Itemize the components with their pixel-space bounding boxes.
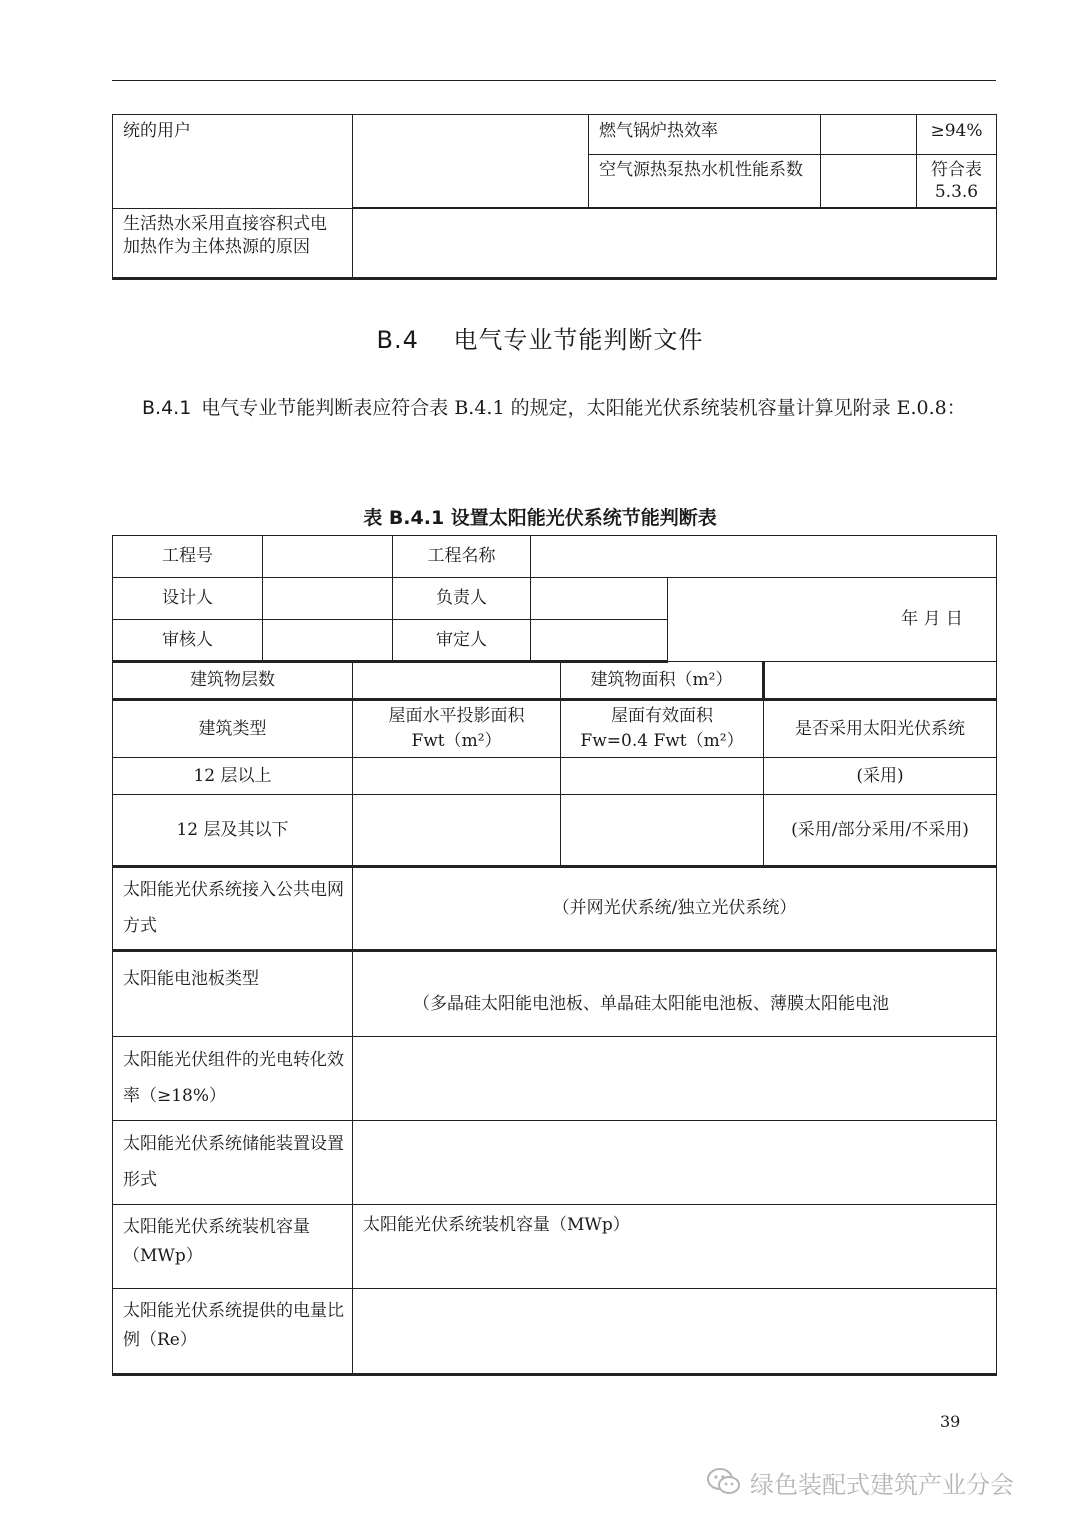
below12-adopt: (采用/部分采用/不采用) <box>764 795 997 867</box>
roof-projection-formula: Fwt（m²） <box>411 731 502 751</box>
project-no-value <box>263 536 393 578</box>
capacity-value: 太阳能光伏系统装机容量（MWp） <box>353 1205 997 1289</box>
roof-effective-header <box>561 700 764 758</box>
section-title <box>0 320 1080 355</box>
project-no-label: 工程号 <box>113 536 263 578</box>
project-name-value <box>531 536 997 578</box>
floors-label: 建筑物层数 <box>113 662 353 700</box>
efficiency-label: 太阳能光伏组件的光电转化效率（≥18%） <box>113 1037 353 1121</box>
designer-value <box>263 578 393 620</box>
reviewer-label: 审核人 <box>113 620 263 662</box>
panel-type-label: 太阳能电池板类型 <box>113 951 353 1037</box>
electric-reason-label: 生活热水采用直接容积式电加热作为主体热源的原因 <box>113 208 353 278</box>
boiler-value: ≥94% <box>917 115 997 155</box>
section-heading: 电气专业节能判断文件 <box>453 326 704 354</box>
above12-label: 12 层以上 <box>113 758 353 795</box>
below12-label: 12 层及其以下 <box>113 795 353 867</box>
wechat-icon <box>706 1467 742 1497</box>
storage-value <box>353 1121 997 1205</box>
approver-label: 审定人 <box>393 620 531 662</box>
adopt-pv-header: 是否采用太阳光伏系统 <box>764 700 997 758</box>
project-name-label: 工程名称 <box>393 536 531 578</box>
roof-effective-formula: Fw=0.4 Fwt（m²） <box>580 731 744 751</box>
section-number: B.4 <box>376 326 419 354</box>
clause-paragraph <box>142 386 972 430</box>
clause-text: 电气专业节能判断表应符合表 B.4.1 的规定，太阳能光伏系统装机容量计算见附录 E.0.8： <box>201 397 966 419</box>
heatpump-input <box>821 155 917 209</box>
cell-empty <box>353 115 589 209</box>
area-label: 建筑物面积（m²） <box>561 662 764 700</box>
roof-projection-header <box>353 700 561 758</box>
date-cell: 年 月 日 <box>668 578 997 662</box>
floors-value <box>353 662 561 700</box>
electric-reason-value <box>353 208 997 278</box>
heatpump-value: 符合表5.3.6 <box>917 155 997 209</box>
designer-label: 设计人 <box>113 578 263 620</box>
table-title: 表 B.4.1 设置太阳能光伏系统节能判断表 <box>363 507 717 529</box>
ratio-label: 太阳能光伏系统提供的电量比例（Re） <box>113 1289 353 1375</box>
above12-adopt: (采用) <box>764 758 997 795</box>
roof-effective-title: 屋面有效面积 <box>611 706 713 727</box>
page-number: 39 <box>940 1412 961 1431</box>
heatpump-label: 空气源热泵热水机性能系数 <box>589 155 821 209</box>
approver-value <box>531 620 668 662</box>
area-value <box>764 662 997 700</box>
clause-number: B.4.1 <box>142 397 192 419</box>
building-type-header: 建筑类型 <box>113 700 353 758</box>
below12-proj <box>353 795 561 867</box>
boiler-input <box>821 115 917 155</box>
responsible-value <box>531 578 668 620</box>
grid-access-label: 太阳能光伏系统接入公共电网方式 <box>113 867 353 951</box>
capacity-label: 太阳能光伏系统装机容量（MWp） <box>113 1205 353 1289</box>
above12-proj <box>353 758 561 795</box>
reviewer-value <box>263 620 393 662</box>
pv-judgment-table <box>112 535 997 1376</box>
storage-label: 太阳能光伏系统储能装置设置形式 <box>113 1121 353 1205</box>
grid-access-value: （并网光伏系统/独立光伏系统） <box>353 867 997 951</box>
continued-table <box>112 114 997 280</box>
watermark-text: 绿色装配式建筑产业分会 <box>750 1470 1014 1499</box>
responsible-label: 负责人 <box>393 578 531 620</box>
efficiency-value <box>353 1037 997 1121</box>
above12-eff <box>561 758 764 795</box>
cell-user: 统的用户 <box>113 115 353 209</box>
roof-projection-title: 屋面水平投影面积 <box>388 706 525 727</box>
panel-type-value: （多晶硅太阳能电池板、单晶硅太阳能电池板、薄膜太阳能电池 <box>353 951 997 1037</box>
header-rule <box>112 80 996 81</box>
below12-eff <box>561 795 764 867</box>
boiler-label: 燃气锅炉热效率 <box>589 115 821 155</box>
ratio-value <box>353 1289 997 1375</box>
watermark <box>706 1462 1066 1502</box>
